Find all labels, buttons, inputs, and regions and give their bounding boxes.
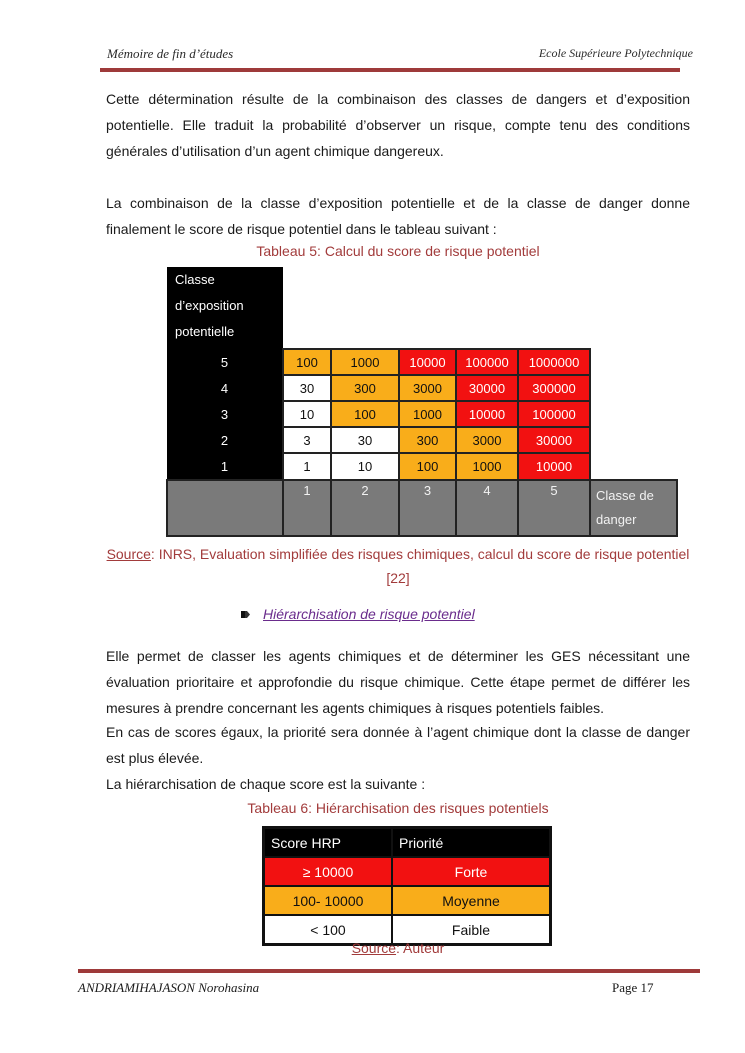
page-number: Page 17: [612, 980, 654, 995]
priority-table: [262, 826, 552, 946]
footer-author: ANDRIAMIHAJASON Norohasina: [78, 980, 260, 995]
row-label: 1: [167, 453, 283, 480]
priority-cell: Faible: [392, 915, 550, 944]
score-cell: 10: [283, 401, 331, 427]
paragraph-1: Cette détermination résulte de la combinaison des classes de dangers et d’exposition potentielle. Elle traduit la probabilité d’observer un risque, compte tenu des conditions générales d’utilisation d’un agent chimique dangereux.: [106, 91, 690, 159]
score-cell: 3: [283, 427, 331, 453]
score-cell: ≥ 10000: [264, 857, 392, 886]
score-cell: 1000: [399, 401, 456, 427]
score-cell: 3000: [399, 375, 456, 401]
source-label: Source: [106, 546, 151, 562]
table-row: [167, 427, 677, 453]
table-row: [264, 857, 550, 886]
footer-rule: [78, 969, 700, 973]
row-label: 5: [167, 349, 283, 375]
source-text: : Auteur: [396, 940, 445, 956]
score-cell: 1000: [456, 453, 518, 480]
paragraph-2: La combinaison de la classe d’exposition potentielle et de la classe de danger donne finalement le score de risque potentiel dans le tableau suivant :: [106, 195, 690, 237]
score-cell: 30: [283, 375, 331, 401]
score-cell: 30000: [518, 427, 590, 453]
danger-class-label: 5: [518, 480, 590, 536]
score-cell: 300: [331, 375, 399, 401]
danger-class-row: [167, 480, 677, 536]
paragraph-4: En cas de scores égaux, la priorité sera donnée à l’agent chimique dont la classe de danger est plus élevée.: [106, 724, 690, 766]
score-cell: 10000: [518, 453, 590, 480]
score-cell: 300000: [518, 375, 590, 401]
row-label: 4: [167, 375, 283, 401]
score-cell: 100: [399, 453, 456, 480]
score-cell: 100- 10000: [264, 886, 392, 915]
danger-class-header: Classe de danger: [590, 480, 677, 536]
row-label: 3: [167, 401, 283, 427]
danger-class-label: 4: [456, 480, 518, 536]
score-cell: 30: [331, 427, 399, 453]
danger-class-label: 2: [331, 480, 399, 536]
row-label: 2: [167, 427, 283, 453]
score-cell: 10000: [456, 401, 518, 427]
header-left: Mémoire de fin d’études: [107, 46, 234, 61]
table6-source: [106, 940, 690, 956]
column-header: Priorité: [392, 828, 550, 857]
score-cell: 10: [331, 453, 399, 480]
source-text: : INRS, Evaluation simplifiée des risques chimiques, calcul du score de risque potentiel [22]: [150, 546, 690, 586]
table5-caption: Tableau 5: Calcul du score de risque potentiel: [256, 243, 540, 259]
paragraph-3: Elle permet de classer les agents chimiques et de déterminer les GES nécessitant une évaluation prioritaire et approfondie du risque chimique. Cette étape permet de différer les mesures à prendre concernant les agents chimiques à risques potentiels faibles.: [106, 648, 690, 716]
table-row: [167, 453, 677, 480]
table-row: [167, 375, 677, 401]
paragraph-5: La hiérarchisation de chaque score est la suivante :: [106, 776, 426, 792]
subheading: Hiérarchisation de risque potentiel: [263, 606, 475, 622]
score-cell: 1000: [331, 349, 399, 375]
table5-source: [106, 542, 690, 590]
table6-caption: Tableau 6: Hiérarchisation des risques potentiels: [247, 800, 549, 816]
score-cell: 300: [399, 427, 456, 453]
score-cell: 100: [283, 349, 331, 375]
score-cell: < 100: [264, 915, 392, 944]
score-cell: 100: [331, 401, 399, 427]
score-cell: 100000: [518, 401, 590, 427]
table-row: [264, 886, 550, 915]
column-header: Score HRP: [264, 828, 392, 857]
source-label: Source: [351, 940, 397, 956]
score-cell: 100000: [456, 349, 518, 375]
danger-class-label: 3: [399, 480, 456, 536]
score-cell: 3000: [456, 427, 518, 453]
score-cell: 30000: [456, 375, 518, 401]
danger-class-label: 1: [283, 480, 331, 536]
header-right: Ecole Supérieure Polytechnique: [538, 46, 693, 60]
score-cell: 1: [283, 453, 331, 480]
table-row: [167, 401, 677, 427]
table-header-row: [264, 828, 550, 857]
table-row: [167, 349, 677, 375]
bullet-icon: [241, 610, 250, 619]
score-cell: 10000: [399, 349, 456, 375]
score-cell: 1000000: [518, 349, 590, 375]
exposure-class-header: Classe d’exposition potentielle: [167, 267, 283, 349]
header-rule: [100, 68, 680, 72]
risk-score-table: [166, 267, 678, 537]
priority-cell: Moyenne: [392, 886, 550, 915]
priority-cell: Forte: [392, 857, 550, 886]
